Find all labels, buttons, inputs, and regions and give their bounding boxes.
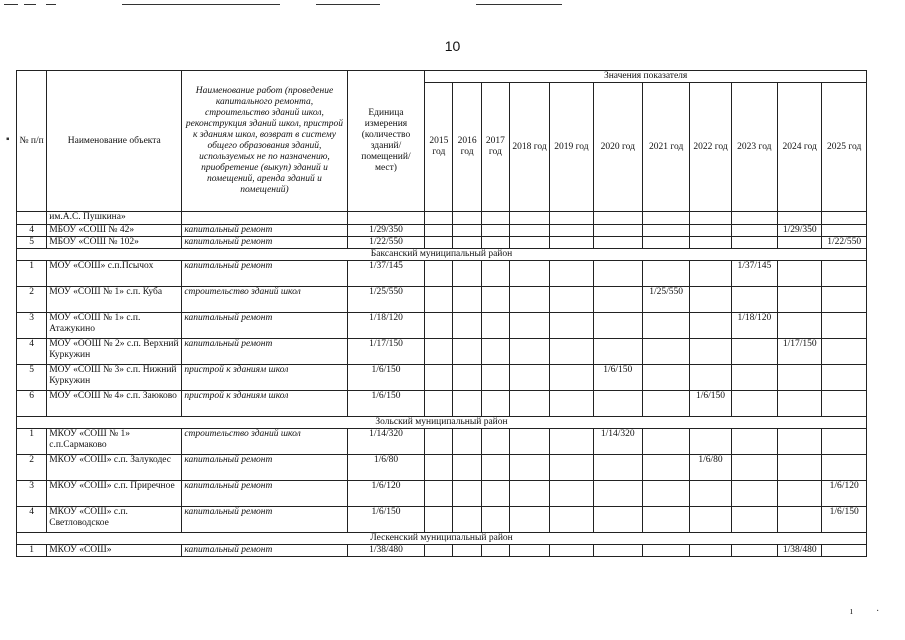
section-title: Лескенский муниципальный район [17,533,867,545]
value-cell [822,225,867,237]
value-cell [731,237,777,249]
empty-cell [347,212,425,225]
value-cell [453,455,481,481]
table-row [17,313,867,339]
unit-cell: 1/6/80 [347,455,425,481]
header-year: 2016 год [453,83,481,212]
value-cell [731,225,777,237]
value-cell [593,225,642,237]
num-cell: 4 [17,339,47,365]
work-cell: строительство зданий школ [182,429,347,455]
value-cell [509,481,549,507]
object-cell: МОУ «СОШ» с.п.Псычох [47,261,182,287]
value-cell [822,391,867,417]
value-cell [481,455,509,481]
section-title: Баксанский муниципальный район [17,249,867,261]
header-unit: Единица измерения (количество зданий/ помещений/ мест) [347,71,425,212]
value-cell [425,429,453,455]
value-cell: 1/37/145 [731,261,777,287]
object-cell: МБОУ «СОШ № 102» [47,237,182,249]
value-cell [642,313,689,339]
value-cell [509,261,549,287]
object-cell: им.А.С. Пушкина» [47,212,182,225]
section-row [17,533,867,545]
value-cell [425,545,453,557]
value-cell: 1/18/120 [731,313,777,339]
work-cell: капитальный ремонт [182,481,347,507]
header-year: 2018 год [509,83,549,212]
value-cell [778,237,822,249]
value-cell [822,261,867,287]
value-cell [509,545,549,557]
value-cell [425,481,453,507]
num-cell: 2 [17,287,47,313]
value-cell [453,391,481,417]
work-cell: капитальный ремонт [182,545,347,557]
value-cell [642,545,689,557]
value-cell [690,429,731,455]
value-cell [731,429,777,455]
top-rule [24,4,36,5]
value-cell [550,455,593,481]
value-cell [690,237,731,249]
object-cell: МОУ «ООШ № 2» с.п. Верхний Куркужин [47,339,182,365]
value-cell [690,287,731,313]
value-cell [550,545,593,557]
top-rule [476,4,562,5]
value-cell [731,545,777,557]
num-cell: 5 [17,365,47,391]
value-cell [453,225,481,237]
work-cell: капитальный ремонт [182,237,347,249]
value-cell [690,261,731,287]
value-cell [481,237,509,249]
section-row [17,417,867,429]
unit-cell: 1/6/150 [347,365,425,391]
value-cell: 1/6/150 [593,365,642,391]
value-cell [509,313,549,339]
value-cell [593,261,642,287]
value-cell [509,225,549,237]
top-rule [122,4,280,5]
value-cell [453,365,481,391]
value-cell [822,545,867,557]
value-cell [453,481,481,507]
value-cell [509,429,549,455]
num-cell: 4 [17,225,47,237]
value-cell [481,365,509,391]
num-cell: 4 [17,507,47,533]
value-cell: 1/14/320 [593,429,642,455]
header-year: 2021 год [642,83,689,212]
num-cell: 2 [17,455,47,481]
value-cell [550,237,593,249]
unit-cell: 1/25/550 [347,287,425,313]
value-cell [642,261,689,287]
value-cell [822,429,867,455]
value-cell [425,365,453,391]
value-cell [778,313,822,339]
object-cell: МОУ «СОШ № 4» с.п. Заюково [47,391,182,417]
value-cell [481,261,509,287]
header-year: 2017 год [481,83,509,212]
value-cell [593,545,642,557]
value-cell [731,339,777,365]
empty-cell [822,212,867,225]
value-cell [550,261,593,287]
work-cell: строительство зданий школ [182,287,347,313]
num-cell: 5 [17,237,47,249]
margin-mark: ı [850,606,853,617]
value-cell [425,507,453,533]
value-cell: 1/17/150 [778,339,822,365]
table-row [17,225,867,237]
value-cell [642,237,689,249]
value-cell [642,429,689,455]
value-cell [481,507,509,533]
value-cell [425,225,453,237]
table-row [17,237,867,249]
header-values-group: Значения показателя [425,71,867,83]
value-cell [425,261,453,287]
margin-mark: · [876,606,880,617]
value-cell [481,339,509,365]
value-cell [481,391,509,417]
object-cell: МОУ «СОШ № 1» с.п. Атажукино [47,313,182,339]
value-cell [642,481,689,507]
empty-cell [778,212,822,225]
num-cell: 3 [17,313,47,339]
top-rule [46,4,56,5]
value-cell [593,481,642,507]
value-cell [731,365,777,391]
value-cell [593,339,642,365]
table-body [17,212,867,557]
empty-cell [509,212,549,225]
header-works: Наименование работ (проведение капитального ремонта, строительство зданий школ, реконструкция зданий школ, пристрой к зданиям школ, возврат в систему общего образования зданий, используемых не по назначению, приобретение (выкуп) зданий и помещений, аренда зданий и помещений) [182,71,347,212]
header-year: 2015 год [425,83,453,212]
value-cell: 1/6/150 [822,507,867,533]
work-cell: капитальный ремонт [182,339,347,365]
unit-cell: 1/6/150 [347,391,425,417]
value-cell [778,261,822,287]
value-cell [731,287,777,313]
value-cell [425,455,453,481]
value-cell [593,287,642,313]
value-cell [822,339,867,365]
value-cell: 1/38/480 [778,545,822,557]
empty-cell [550,212,593,225]
margin-mark: ▪ [6,134,10,145]
empty-cell [731,212,777,225]
unit-cell: 1/6/150 [347,507,425,533]
object-cell: МОУ «СОШ № 3» с.п. Нижний Куркужин [47,365,182,391]
value-cell [509,365,549,391]
value-cell [690,507,731,533]
value-cell: 1/29/350 [778,225,822,237]
value-cell: 1/22/550 [822,237,867,249]
value-cell [453,313,481,339]
value-cell [642,391,689,417]
unit-cell: 1/38/480 [347,545,425,557]
object-cell: МКОУ «СОШ» с.п. Светловодское [47,507,182,533]
table-row [17,339,867,365]
value-cell [550,287,593,313]
unit-cell: 1/6/120 [347,481,425,507]
num-cell [17,212,47,225]
value-cell [690,339,731,365]
work-cell: капитальный ремонт [182,455,347,481]
value-cell [481,545,509,557]
value-cell [593,313,642,339]
object-cell: МКОУ «СОШ» с.п. Приречное [47,481,182,507]
value-cell [593,391,642,417]
unit-cell: 1/18/120 [347,313,425,339]
value-cell [509,391,549,417]
table-row [17,287,867,313]
top-rule [316,4,380,5]
value-cell [550,313,593,339]
value-cell [731,455,777,481]
value-cell [822,287,867,313]
value-cell [593,507,642,533]
empty-cell [593,212,642,225]
value-cell [481,287,509,313]
object-cell: МКОУ «СОШ» [47,545,182,557]
value-cell [642,365,689,391]
header-year: 2020 год [593,83,642,212]
value-cell [453,237,481,249]
value-cell [778,507,822,533]
table-row [17,481,867,507]
value-cell [778,455,822,481]
value-cell [425,391,453,417]
indicator-table [16,70,867,557]
value-cell [593,237,642,249]
page-number: 10 [444,38,461,54]
value-cell [778,429,822,455]
value-cell [481,481,509,507]
value-cell [822,365,867,391]
value-cell [822,313,867,339]
value-cell [778,287,822,313]
table-row [17,261,867,287]
empty-cell [453,212,481,225]
value-cell: 1/25/550 [642,287,689,313]
value-cell [425,339,453,365]
value-cell [778,391,822,417]
work-cell: капитальный ремонт [182,507,347,533]
num-cell: 1 [17,429,47,455]
value-cell [550,429,593,455]
value-cell [822,455,867,481]
table-row [17,212,867,225]
value-cell [778,365,822,391]
value-cell [690,225,731,237]
header-year: 2023 год [731,83,777,212]
value-cell [509,455,549,481]
value-cell [453,545,481,557]
value-cell [509,287,549,313]
header-object: Наименование объекта [47,71,182,212]
work-cell: капитальный ремонт [182,313,347,339]
value-cell [550,365,593,391]
unit-cell: 1/14/320 [347,429,425,455]
value-cell [642,225,689,237]
value-cell: 1/6/120 [822,481,867,507]
value-cell [425,237,453,249]
object-cell: МКОУ «СОШ» с.п. Залукодес [47,455,182,481]
value-cell [731,391,777,417]
table-row [17,455,867,481]
table-row [17,545,867,557]
value-cell [425,313,453,339]
unit-cell: 1/22/550 [347,237,425,249]
value-cell [453,429,481,455]
unit-cell: 1/29/350 [347,225,425,237]
value-cell [481,313,509,339]
table-row [17,391,867,417]
work-cell: капитальный ремонт [182,225,347,237]
section-row [17,249,867,261]
num-cell: 3 [17,481,47,507]
value-cell [550,225,593,237]
empty-cell [690,212,731,225]
value-cell [509,237,549,249]
header-year: 2024 год [778,83,822,212]
unit-cell: 1/17/150 [347,339,425,365]
top-rule [4,4,18,5]
unit-cell: 1/37/145 [347,261,425,287]
value-cell [778,481,822,507]
value-cell [690,365,731,391]
num-cell: 1 [17,545,47,557]
value-cell [550,481,593,507]
header-year: 2025 год [822,83,867,212]
value-cell [593,455,642,481]
value-cell [481,429,509,455]
num-cell: 6 [17,391,47,417]
table-row [17,365,867,391]
value-cell [509,339,549,365]
value-cell [453,261,481,287]
value-cell [550,339,593,365]
empty-cell [425,212,453,225]
work-cell: пристрой к зданиям школ [182,391,347,417]
value-cell [690,481,731,507]
value-cell [642,455,689,481]
object-cell: МБОУ «СОШ № 42» [47,225,182,237]
value-cell [453,507,481,533]
value-cell [550,391,593,417]
value-cell [425,287,453,313]
table-row [17,429,867,455]
table-row [17,507,867,533]
header-num: № п/п [17,71,47,212]
object-cell: МОУ «СОШ № 1» с.п. Куба [47,287,182,313]
header-year: 2019 год [550,83,593,212]
work-cell: капитальный ремонт [182,261,347,287]
section-title: Зольский муниципальный район [17,417,867,429]
object-cell: МКОУ «СОШ № 1» с.п.Сармаково [47,429,182,455]
work-cell: пристрой к зданиям школ [182,365,347,391]
empty-cell [642,212,689,225]
value-cell: 1/6/80 [690,455,731,481]
value-cell [481,225,509,237]
value-cell [642,339,689,365]
empty-cell [481,212,509,225]
num-cell: 1 [17,261,47,287]
value-cell [690,545,731,557]
empty-cell [182,212,347,225]
value-cell [642,507,689,533]
value-cell [550,507,593,533]
header-year: 2022 год [690,83,731,212]
value-cell [690,313,731,339]
value-cell: 1/6/150 [690,391,731,417]
value-cell [731,481,777,507]
value-cell [731,507,777,533]
value-cell [453,287,481,313]
value-cell [509,507,549,533]
value-cell [453,339,481,365]
